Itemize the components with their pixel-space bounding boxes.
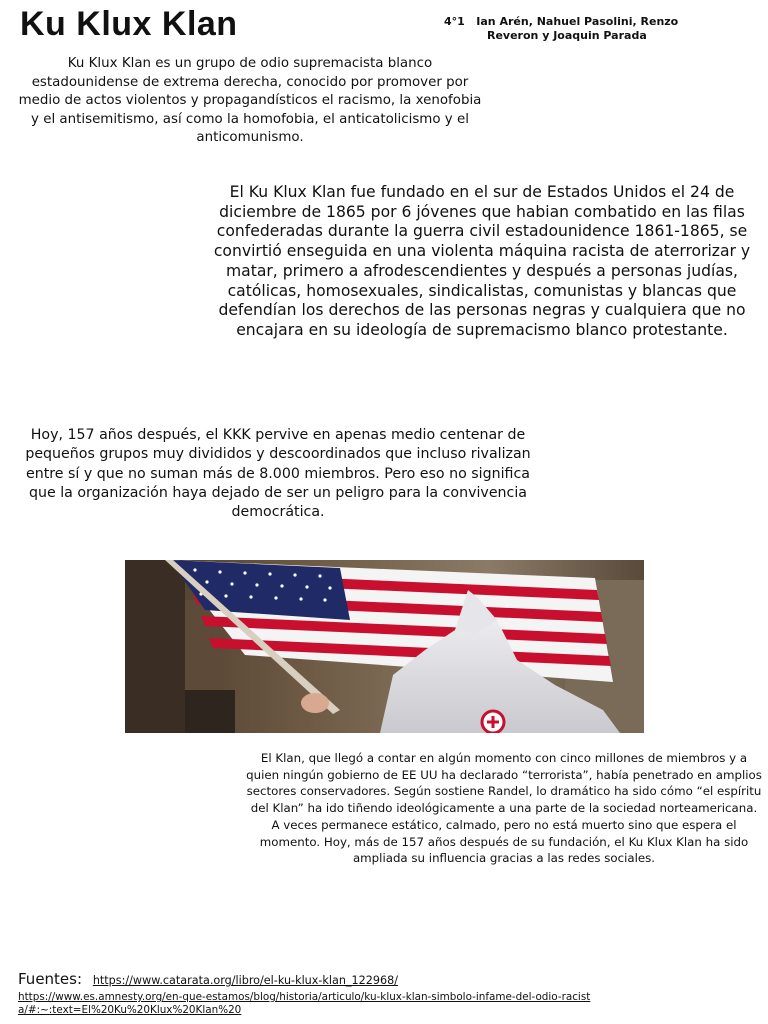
sources-label: Fuentes: (18, 970, 83, 988)
page-title: Ku Klux Klan (20, 5, 238, 43)
source-link-catarata[interactable]: https://www.catarata.org/libro/el-ku-klux-klan_122968/ (92, 974, 399, 987)
history-paragraph: El Ku Klux Klan fue fundado en el sur de Estados Unidos el 24 de diciembre de 1865 por 6 jóvenes que habian combatido en las filas confederadas durante la guerra civil estadounidence 1861-1865, se convirtió enseguida en una violenta máquina racista de aterrorizar y matar, primero a afrodescendientes y después a personas judías, católicas, homosexuales, sindicalistas, comunistas y blancas que defendían los derechos de las personas negras y cualquiera que no encajara en su ideología de supremacismo blanco protestante. (213, 183, 751, 339)
authors-line-1: 4°1 Ian Arén, Nahuel Pasolini, Renzo (444, 15, 679, 28)
present-paragraph: Hoy, 157 años después, el KKK pervive en apenas medio centenar de pequeños grupos muy divididos y descoordinados que incluso rivalizan entre sí y que no suman más de 8.000 miembros. Pero eso no significa que la organización haya dejado de ser un peligro para la convivencia democrática. (25, 427, 531, 521)
closing-paragraph: El Klan, que llegó a contar en algún momento con cinco millones de miembros y a quien ningún gobierno de EE UU ha declarado “terrorista”, había penetrado en amplios sectores conservadores. Según sostiene Randel, lo dramático ha sido cómo “el espíritu del Klan” ha ido tiñendo ideológicamente a una parte de la sociedad norteamericana. A veces permanece estático, calmado, pero no está muerto sino que espera el momento. Hoy, más de 157 años después de su fundación, el Ku Klux Klan ha sido ampliada su influencia gracias a las redes sociales. (246, 751, 762, 866)
authors-line-2: Reveron y Joaquin Parada (487, 29, 647, 42)
sources-line (18, 969, 398, 991)
authors-credit (444, 15, 754, 43)
klan-flag-photo (125, 560, 644, 733)
source-link-amnesty[interactable]: https://www.es.amnesty.org/en-que-estamos/blog/historia/articulo/ku-klux-klan-simbolo-infame-del-odio-racista/#:~:text=El%20Ku%20Klux%20Klan%20 (18, 991, 591, 1016)
intro-paragraph: Ku Klux Klan es un grupo de odio supremacista blanco estadounidense de extrema derecha, conocido por promover por medio de actos violentos y propagandísticos el racismo, la xenofobia y el antisemitismo, así como la homofobia, el anticatolicismo y el anticomunismo. (18, 56, 482, 146)
